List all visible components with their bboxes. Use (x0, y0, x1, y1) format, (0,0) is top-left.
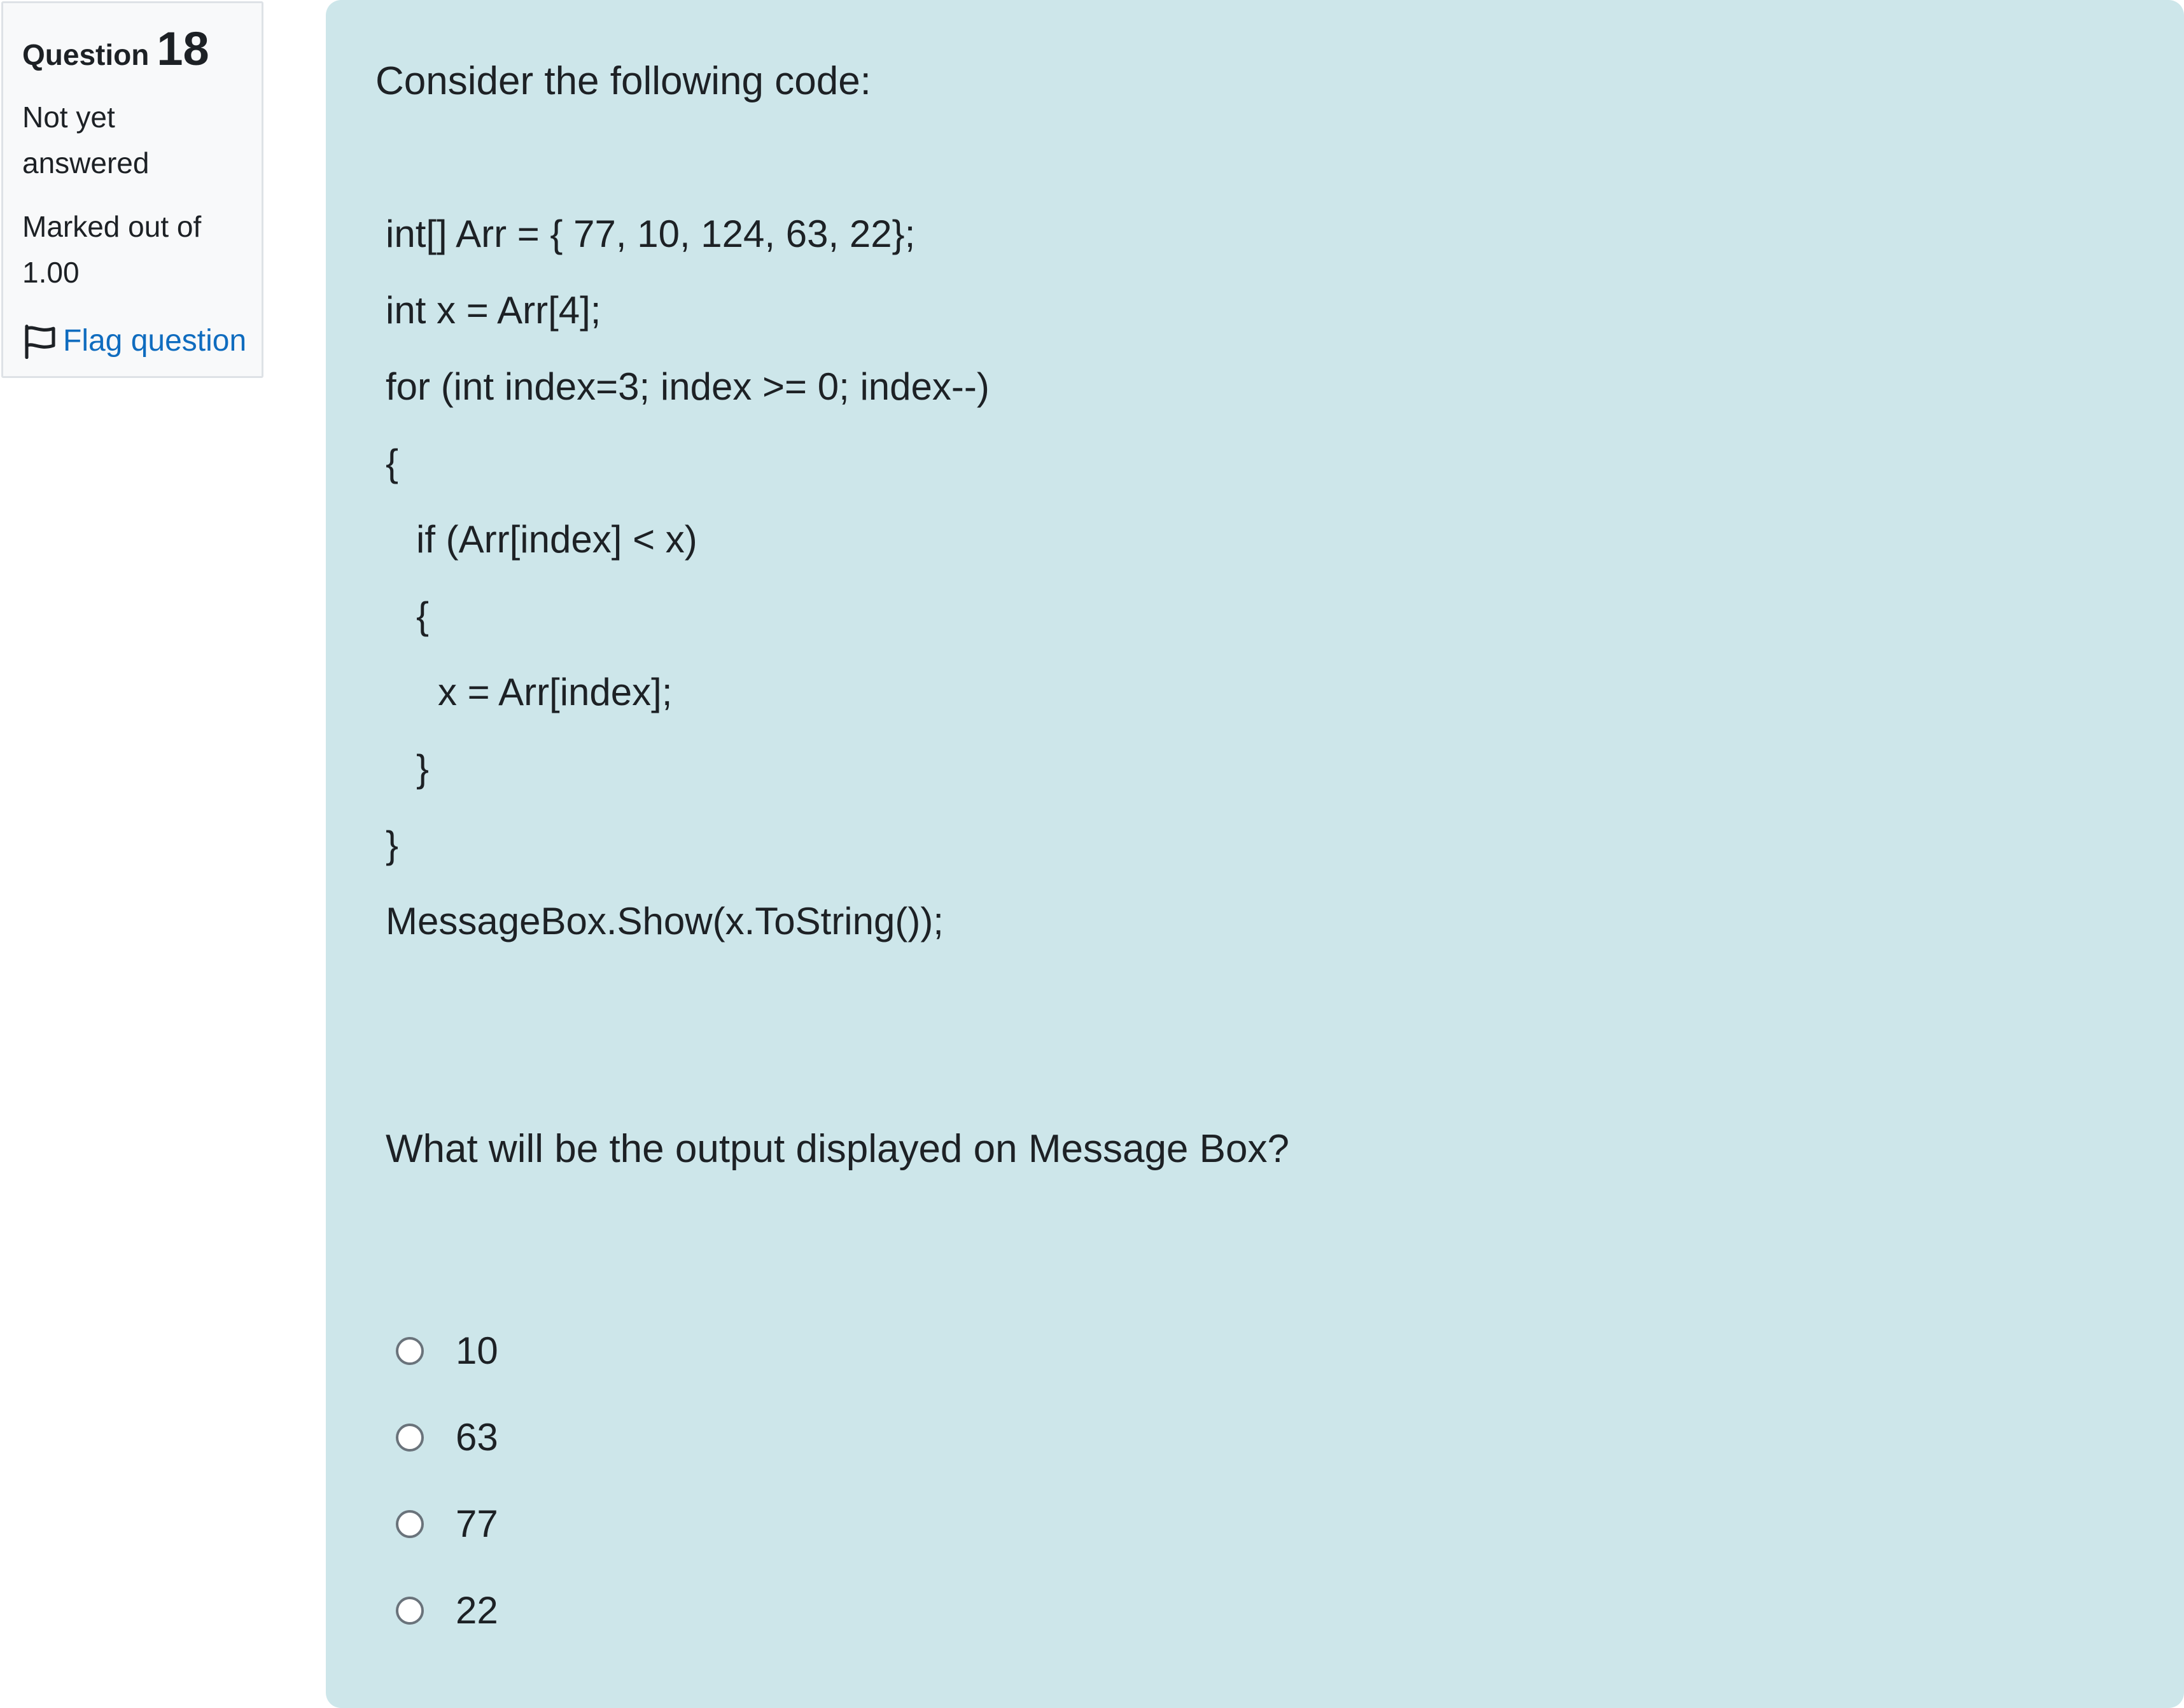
question-info-panel (1, 1, 263, 378)
flag-question-label: Flag question (63, 323, 247, 358)
code-line: for (int index=3; index >= 0; index--) (386, 365, 990, 408)
answer-option[interactable] (396, 1495, 498, 1553)
answer-label[interactable]: 63 (456, 1416, 498, 1459)
code-line: } (386, 823, 399, 866)
code-line: MessageBox.Show(x.ToString()); (386, 900, 944, 942)
question-content-panel (326, 0, 2184, 1708)
question-grade (22, 204, 242, 295)
code-line: x = Arr[index]; (438, 671, 673, 713)
answer-option[interactable] (396, 1322, 498, 1380)
answer-option[interactable] (396, 1582, 498, 1639)
answer-label[interactable]: 10 (456, 1329, 498, 1372)
question-label: Question (22, 38, 150, 71)
answer-radio[interactable] (396, 1510, 424, 1538)
code-line: if (Arr[index] < x) (416, 518, 697, 561)
answer-option[interactable] (396, 1409, 498, 1466)
code-line: } (416, 747, 430, 790)
question-grade-line-1: Marked out of (22, 209, 202, 243)
question-number: 18 (157, 22, 209, 75)
code-line: { (416, 594, 430, 637)
question-state-line-2: answered (22, 146, 150, 179)
answer-radio[interactable] (396, 1424, 424, 1452)
code-line: int[] Arr = { 77, 10, 124, 63, 22}; (386, 213, 916, 255)
answer-label[interactable]: 77 (456, 1502, 498, 1545)
flag-icon (22, 323, 58, 359)
question-state (22, 94, 242, 186)
flag-question-link[interactable] (22, 318, 247, 364)
question-heading (22, 21, 242, 78)
code-line: int x = Arr[4]; (386, 289, 601, 332)
question-intro: Consider the following code: (375, 59, 871, 103)
answer-label[interactable]: 22 (456, 1589, 498, 1632)
question-prompt: What will be the output displayed on Message Box? (386, 1127, 1289, 1171)
answer-radio[interactable] (396, 1337, 424, 1365)
question-grade-line-2: 1.00 (22, 255, 80, 289)
question-state-line-1: Not yet (22, 100, 115, 134)
code-line: { (386, 442, 399, 484)
answer-radio[interactable] (396, 1597, 424, 1625)
